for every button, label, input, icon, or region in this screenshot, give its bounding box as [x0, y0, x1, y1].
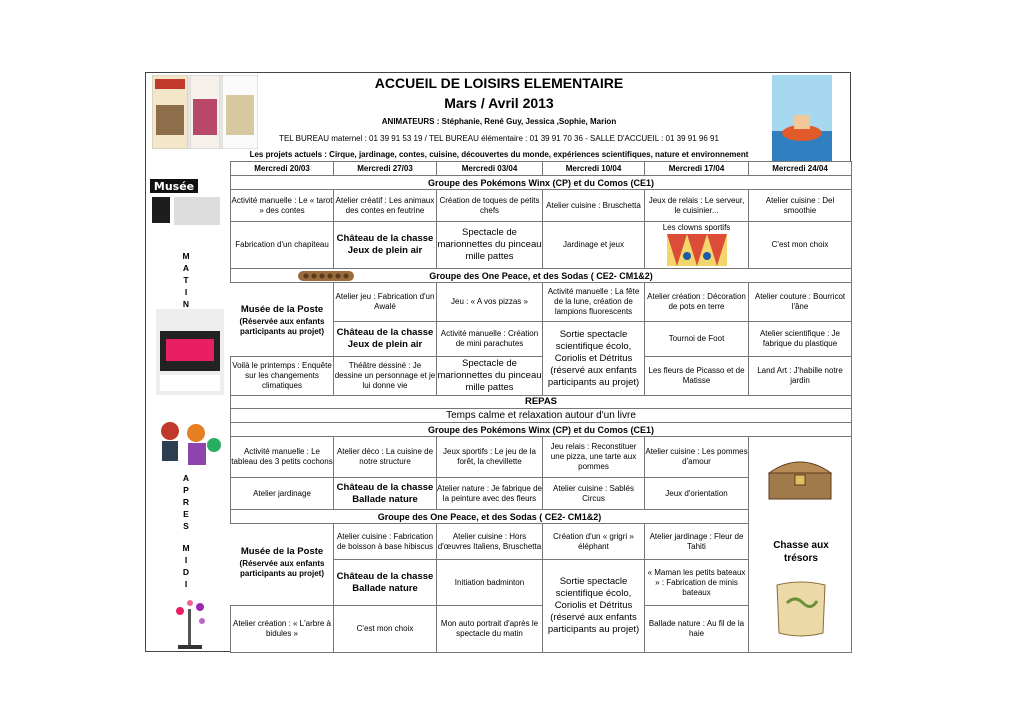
- activity-cell: Fabrication d'un chapiteau: [230, 221, 334, 269]
- page-title: ACCUEIL DE LOISIRS ELEMENTAIRE: [374, 75, 624, 91]
- activity-cell: Voilà le printemps : Enquête sur les changements climatiques: [230, 356, 334, 396]
- group-winx-header: Groupe des Pokémons Winx (CP) et du Comos (CE1): [230, 175, 852, 190]
- activity-cell: Tournoi de Foot: [644, 321, 749, 357]
- activity-cell: Atelier jeu : Fabrication d'un Awalé: [333, 282, 437, 322]
- aprem-letter: R: [182, 497, 190, 507]
- activity-cell: Atelier couture : Bourricot l'âne: [748, 282, 852, 322]
- awale-board-icon: [298, 269, 354, 283]
- page-subtitle: Mars / Avril 2013: [444, 95, 554, 111]
- activity-cell: Spectacle de marionnettes du pinceau mille pattes: [436, 221, 543, 269]
- activity-cell: Atelier cuisine : Hors d'œuvres Italiens, Bruschetta: [436, 523, 543, 560]
- activity-cell: Château de la chasse Ballade nature: [333, 477, 437, 510]
- musee-subtitle: (Réservée aux enfants participants au projet): [239, 559, 325, 578]
- aprem-letter: M: [182, 543, 190, 553]
- activity-cell: Château de la chasse Ballade nature: [333, 559, 437, 606]
- telephone-line: TEL BUREAU maternel : 01 39 91 53 19 / TEL BUREAU élémentaire : 01 39 91 70 36 - SALLE D'ACCUEIL : 01 39 91 96 91: [279, 134, 719, 143]
- matin-letter: I: [184, 287, 188, 297]
- activity-cell: C'est mon choix: [748, 221, 852, 269]
- activity-cell: Atelier cuisine : Sablés Circus: [542, 477, 645, 510]
- sortie-spectacle-text: Sortie spectacle scientifique écolo, Coriolis et Détritus (réservé aux enfants participants au projet): [547, 576, 640, 635]
- day-header: Mercredi 27/03: [333, 161, 437, 176]
- clowns-cell: [644, 221, 749, 269]
- activity-cell: Théâtre dessiné : Je dessine un personnage et je lui donne vie: [333, 356, 437, 396]
- sortie-spectacle-morning: [542, 321, 645, 396]
- activity-cell: Atelier cuisine : Del smoothie: [748, 189, 852, 222]
- aprem-letter: E: [183, 509, 189, 519]
- activity-cell: Château de la chasse Jeux de plein air: [333, 321, 437, 357]
- aprem-letter: P: [183, 485, 189, 495]
- aprem-letter: S: [183, 521, 189, 531]
- activity-cell: Activité manuelle : Création de mini parachutes: [436, 321, 543, 357]
- sortie-spectacle-text: Sortie spectacle scientifique écolo, Coriolis et Détritus (réservé aux enfants participants au projet): [547, 328, 640, 388]
- street-art-poster-image: [156, 309, 224, 395]
- activity-cell: Atelier nature : Je fabrique de la peinture avec des fleurs: [436, 477, 543, 510]
- temps-calme-band: Temps calme et relaxation autour d'un livre: [230, 408, 852, 423]
- activity-cell: Atelier jardinage : Fleur de Tahiti: [644, 523, 749, 560]
- activity-cell: Création d'un « grigri » éléphant: [542, 523, 645, 560]
- activity-cell: Atelier créatif : Les animaux des contes en feutrine: [333, 189, 437, 222]
- poster-image-right: [772, 75, 832, 161]
- group-peace-header-aprem: Groupe des One Peace, et des Sodas ( CE2- CM1&2): [230, 509, 749, 524]
- aprem-letter: I: [184, 555, 188, 565]
- tree-jewelry-image: [168, 597, 214, 653]
- musee-poste-morning: [230, 303, 334, 339]
- clowns-image: [667, 234, 727, 266]
- header: [146, 73, 852, 161]
- activity-cell: Jeux de relais : Le serveur, le cuisinier...: [644, 189, 749, 222]
- aprem-letter: I: [184, 579, 188, 589]
- activity-cell: Atelier cuisine : Fabrication de boisson à base hibiscus: [333, 523, 437, 560]
- chasse-column: [748, 436, 852, 653]
- group-winx-header-aprem: Groupe des Pokémons Winx (CP) et du Comos (CE1): [230, 422, 852, 437]
- musee-subtitle: (Réservée aux enfants participants au projet): [239, 317, 325, 336]
- activity-cell: Land Art : J'habille notre jardin: [748, 356, 852, 396]
- chasse-title: Chasse aux trésors: [773, 540, 829, 564]
- activity-cell: Spectacle de marionnettes du pinceau mille pattes: [436, 356, 543, 396]
- activity-cell: C'est mon choix: [333, 605, 437, 653]
- matin-letter: N: [182, 299, 190, 309]
- activity-cell: Activité manuelle : Le « tarot » des contes: [230, 189, 334, 222]
- day-header: Mercredi 24/04: [748, 161, 852, 176]
- treasure-map-image: [773, 579, 829, 639]
- group-peace-header: Groupe des One Peace, et des Sodas ( CE2- CM1&2): [230, 268, 852, 283]
- day-header: Mercredi 17/04: [644, 161, 749, 176]
- activity-cell: Activité manuelle : La fête de la lune, création de lampions fluorescents: [542, 282, 645, 322]
- day-header: Mercredi 03/04: [436, 161, 543, 176]
- matin-letter: M: [182, 251, 190, 261]
- activity-cell: Initiation badminton: [436, 559, 543, 606]
- activity-cell: Atelier jardinage: [230, 477, 334, 510]
- activity-cell: Jeu : « A vos pizzas »: [436, 282, 543, 322]
- musee-poste-afternoon: [230, 545, 334, 581]
- activity-cell: Activité manuelle : Le tableau des 3 petits cochons: [230, 436, 334, 478]
- activity-cell: Château de la chasse Jeux de plein air: [333, 221, 437, 269]
- activity-cell: Atelier déco : La cuisine de notre structure: [333, 436, 437, 478]
- activity-cell: Atelier création : « L'arbre à bidules »: [230, 605, 334, 653]
- activity-cell: Atelier création : Décoration de pots en terre: [644, 282, 749, 322]
- aprem-letter: D: [182, 567, 190, 577]
- activity-cell: Ballade nature : Au fil de la haie: [644, 605, 749, 653]
- planning-sheet: [145, 72, 851, 652]
- projets-line: Les projets actuels : Cirque, jardinage, contes, cuisine, découvertes du monde, expériences scientifiques, nature et environnement: [249, 150, 749, 159]
- activity-cell: Atelier cuisine : Bruschetta: [542, 189, 645, 222]
- activity-cell: Jeu relais : Reconstituer une pizza, une tarte aux pommes: [542, 436, 645, 478]
- treasure-chest-image: [765, 455, 835, 501]
- pirates-image: [150, 415, 224, 473]
- matin-letter: A: [182, 263, 190, 273]
- activity-cell: Les fleurs de Picasso et de Matisse: [644, 356, 749, 396]
- animateurs-line: ANIMATEURS : Stéphanie, René Guy, Jessica ,Sophie, Marion: [381, 117, 617, 126]
- sortie-spectacle-afternoon: [542, 559, 645, 653]
- activity-cell: « Maman les petits bateaux » : Fabrication de minis bateaux: [644, 559, 749, 606]
- day-header: Mercredi 20/03: [230, 161, 334, 176]
- activity-cell: Atelier scientifique : Je fabrique du plastique: [748, 321, 852, 357]
- musee-title: Musée de la Poste: [240, 546, 324, 557]
- activity-cell: Jeux d'orientation: [644, 477, 749, 510]
- matin-letter: T: [183, 275, 189, 285]
- day-header: Mercredi 10/04: [542, 161, 645, 176]
- repas-band: REPAS: [230, 395, 852, 409]
- activity-cell: Mon auto portrait d'après le spectacle du matin: [436, 605, 543, 653]
- activity-cell: Création de toques de petits chefs: [436, 189, 543, 222]
- activity-cell: Jeux sportifs : Le jeu de la forêt, la chevillette: [436, 436, 543, 478]
- musee-title: Musée de la Poste: [240, 304, 324, 315]
- clowns-label: Les clowns sportifs: [662, 223, 731, 232]
- musee-image: [148, 177, 224, 229]
- activity-cell: Jardinage et jeux: [542, 221, 645, 269]
- musee-image-text: Musée: [153, 180, 195, 193]
- activity-cell: Atelier cuisine : Les pommes d'amour: [644, 436, 749, 478]
- aprem-letter: A: [182, 473, 190, 483]
